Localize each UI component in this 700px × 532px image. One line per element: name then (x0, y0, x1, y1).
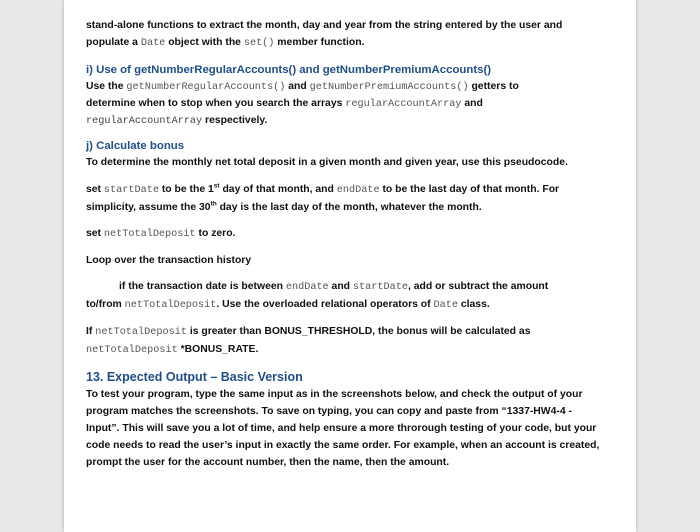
intro-text: member function. (274, 37, 365, 48)
text: , add or subtract the amount (407, 281, 549, 292)
if-transaction-paragraph (86, 278, 616, 314)
loop-paragraph: Loop over the transaction history (86, 255, 252, 266)
code-date: Date (433, 300, 458, 311)
code-array: regularAccountArray (86, 116, 203, 127)
text: to be the 1 (158, 184, 214, 195)
code-end-date: endDate (336, 185, 380, 196)
text: getters to (468, 81, 519, 92)
text: and (285, 81, 310, 92)
text: Use the (86, 81, 127, 92)
section-j-intro: To determine the monthly net total deposit in a given month and given year, use this pseudocode. (86, 157, 568, 168)
text: set (86, 228, 104, 239)
text: and (461, 98, 483, 109)
text: if the transaction date is between (119, 281, 286, 292)
text: . Use the overloaded relational operators of (216, 299, 434, 310)
text: To test your program, type the same input as in the screenshots below, and check the output of your (86, 389, 583, 400)
text: day is the last day of the month, whatever the month. (216, 202, 482, 213)
text: to be the last day of that month. For (379, 184, 560, 195)
document-page (64, 0, 636, 532)
text: determine when to stop when you search the arrays (86, 98, 346, 109)
heading-section-j: j) Calculate bonus (86, 140, 185, 152)
text: day of that month, and (219, 184, 337, 195)
code-net-total: netTotalDeposit (95, 327, 187, 338)
text: prompt the user for the account number, then the name, then the amount. (86, 457, 450, 468)
code-array: regularAccountArray (345, 99, 462, 110)
text: simplicity, assume the 30 (86, 202, 211, 213)
document-content (86, 17, 616, 471)
intro-line-1: stand-alone functions to extract the month, day and year from the string entered by the user and (86, 20, 563, 31)
code-date: Date (140, 38, 166, 49)
text: If (86, 326, 96, 337)
text: *BONUS_RATE. (177, 344, 259, 355)
expected-output-paragraph (86, 386, 616, 471)
section-i-paragraph (86, 79, 616, 130)
code-net-total: netTotalDeposit (124, 300, 217, 311)
code-start-date: startDate (103, 185, 159, 196)
code-set: set() (243, 38, 275, 49)
text: set (86, 184, 104, 195)
text: respectively. (202, 115, 268, 126)
intro-paragraph (86, 17, 616, 52)
code-get-regular: getNumberRegularAccounts() (126, 82, 286, 93)
text: class. (457, 299, 490, 310)
text: is greater than BONUS_THRESHOLD, the bonus will be calculated as (186, 326, 531, 337)
heading-section-13: 13. Expected Output – Basic Version (86, 370, 303, 384)
text: to zero. (195, 228, 236, 239)
text: and (328, 281, 353, 292)
superscript: th (210, 200, 217, 208)
start-date-paragraph (86, 181, 616, 216)
code-get-premium: getNumberPremiumAccounts() (309, 82, 469, 93)
intro-text: populate a (86, 37, 141, 48)
code-start-date: startDate (352, 282, 408, 293)
bonus-paragraph (86, 323, 616, 359)
code-end-date: endDate (285, 282, 329, 293)
code-net-total: netTotalDeposit (103, 229, 196, 240)
superscript: st (213, 182, 220, 190)
set-net-total-paragraph (86, 225, 616, 243)
text: Input”. This will save you a lot of time, and help ensure a more throrough testing of your code, but your (86, 423, 597, 434)
text: code needs to read the user’s input in exactly the same order. For example, when an account is created, (86, 440, 600, 451)
text: program matches the screenshots. To save on typing, you can copy and paste from “1337-HW4-4 - (86, 406, 572, 417)
heading-section-i: i) Use of getNumberRegularAccounts() and getNumberPremiumAccounts() (86, 64, 492, 76)
text: to/from (86, 299, 125, 310)
intro-text: object with the (165, 37, 244, 48)
code-net-total: netTotalDeposit (86, 345, 178, 356)
